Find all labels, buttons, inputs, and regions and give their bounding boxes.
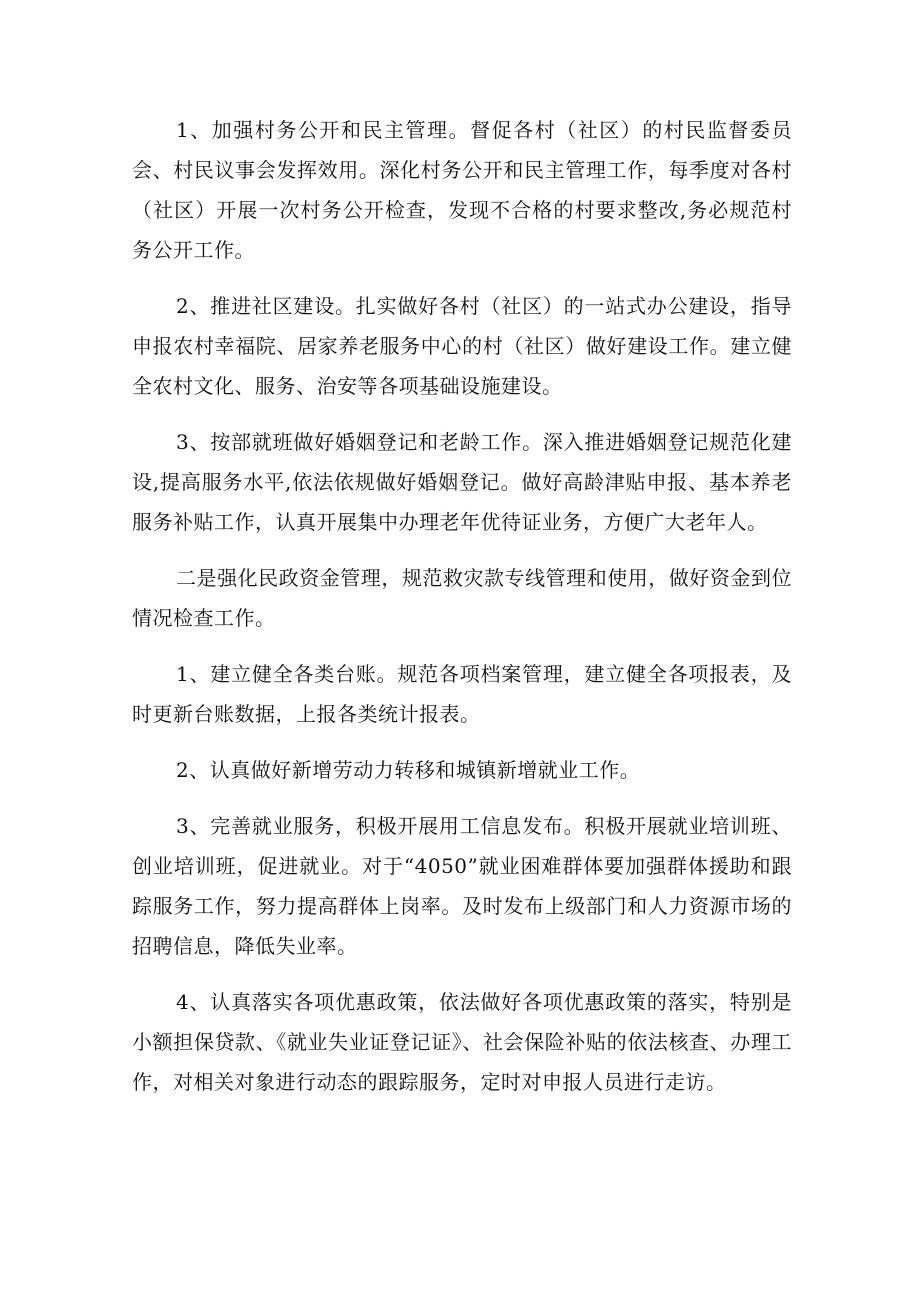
paragraph-marriage-elderly: 3、按部就班做好婚姻登记和老龄工作。深入推进婚姻登记规范化建设,提高服务水平,依法依规做好婚姻登记。做好高龄津贴申报、基本养老服务补贴工作，认真开展集中办理老年优待证业务，方便广大老年人。: [132, 430, 792, 534]
document-body: [132, 110, 792, 1102]
paragraph-labor-transfer: 2、认真做好新增劳动力转移和城镇新增就业工作。: [176, 758, 641, 782]
paragraph-employment-services: 3、完善就业服务，积极开展用工信息发布。积极开展就业培训班、创业培训班，促进就业。对于“4050”就业困难群体要加强群体援助和跟踪服务工作，努力提高群体上岗率。及时发布上级部门和人力资源市场的招聘信息，降低失业率。: [132, 814, 792, 958]
paragraph-ledgers: 1、建立健全各类台账。规范各项档案管理，建立健全各项报表，及时更新台账数据，上报各类统计报表。: [132, 662, 792, 726]
paragraph-community-building: 2、推进社区建设。扎实做好各村（社区）的一站式办公建设，指导申报农村幸福院、居家养老服务中心的村（社区）做好建设工作。建立健全农村文化、服务、治安等各项基础设施建设。: [132, 294, 792, 398]
paragraph-village-affairs: 1、加强村务公开和民主管理。督促各村（社区）的村民监督委员会、村民议事会发挥效用。深化村务公开和民主管理工作，每季度对各村（社区）开展一次村务公开检查，发现不合格的村要求整改,务必规范村务公开工作。: [132, 118, 792, 262]
paragraph-preferential-policies: 4、认真落实各项优惠政策，依法做好各项优惠政策的落实，特别是小额担保贷款、《就业失业证登记证》、社会保险补贴的依法核查、办理工作，对相关对象进行动态的跟踪服务，定时对申报人员进行走访。: [132, 990, 792, 1094]
paragraph-civil-funds: 二是强化民政资金管理，规范救灾款专线管理和使用，做好资金到位情况检查工作。: [132, 566, 792, 630]
